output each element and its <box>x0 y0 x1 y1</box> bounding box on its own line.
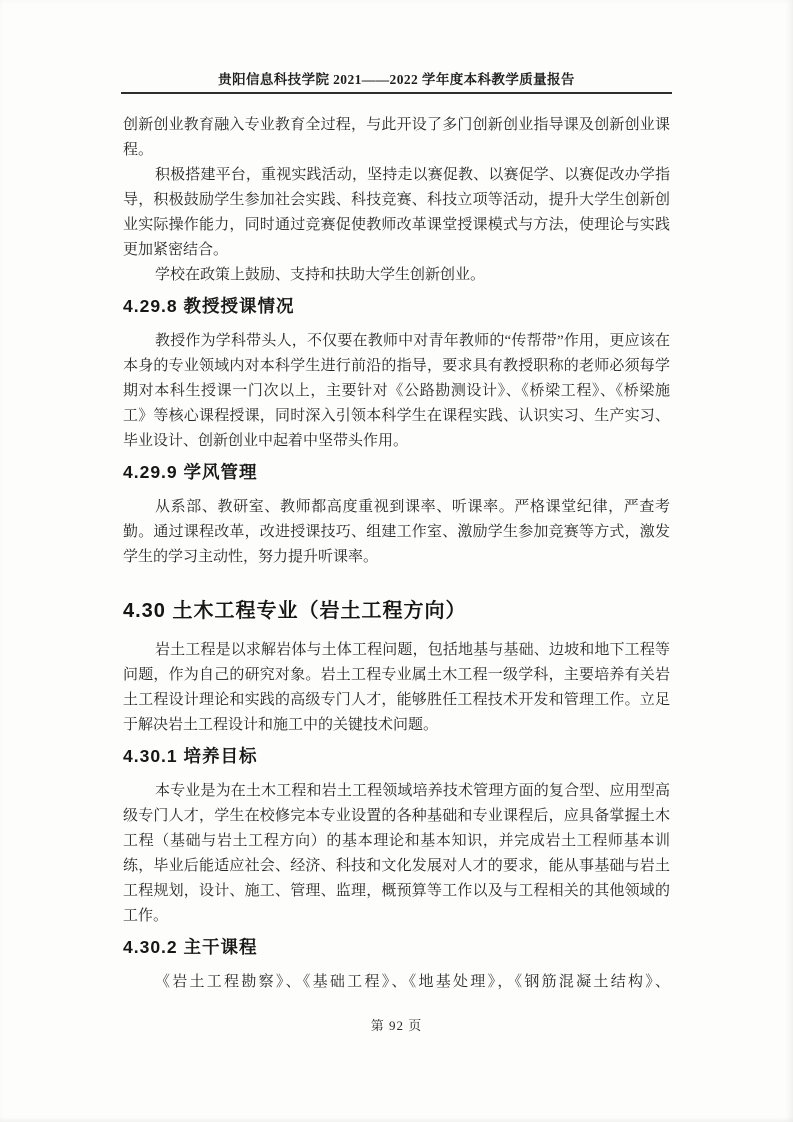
paragraph-innovation-courses-overflow: 创新创业教育融入专业教育全过程，与此开设了多门创新创业指导课及创新创业课程。 <box>123 117 670 158</box>
heading-4-29-8-professor-teaching: 4.29.8 教授授课情况 <box>123 296 295 316</box>
paragraph-training-objectives: 本专业是为在土木工程和岩土工程领域培养技术管理方面的复合型、应用型高级专门人才，学生在校修完本专业设置的各种基础和专业课程后，应具备掌握土木工程（基础与岩土工程方向）的基本理论和基本知识，并完成岩土工程师基本训练，毕业后能适应社会、经济、科技和文化发展对人才的要求，能从事基础与岩土工程规划，设计、施工、管理、监理，概预算等工作以及与工程相关的其他领域的工作。 <box>123 783 670 924</box>
paragraph-study-style: 从系部、教研室、教师都高度重视到课率、听课率。严格课堂纪律，严查考勤。通过课程改革，改进授课技巧、组建工作室、激励学生参加竞赛等方式，激发学生的学习主动性，努力提升听课率。 <box>123 499 670 565</box>
paragraph-geotech-intro: 岩土工程是以求解岩体与土体工程问题，包括地基与基础、边坡和地下工程等问题，作为自己的研究对象。岩土工程专业属土木工程一级学科，主要培养有关岩土工程设计理论和实践的高级专门人才，能够胜任工程技术开发和管理工作。立足于解决岩土工程设计和施工中的关键技术问题。 <box>123 642 670 733</box>
heading-4-30-1-training-objectives: 4.30.1 培养目标 <box>123 746 258 766</box>
heading-4-30-civil-engineering-geotech: 4.30 土木工程专业（岩土工程方向） <box>123 600 467 622</box>
paragraph-policy-support: 学校在政策上鼓励、支持和扶助大学生创新创业。 <box>155 267 486 283</box>
heading-4-30-2-core-courses: 4.30.2 主干课程 <box>123 937 258 957</box>
page-header <box>121 0 672 94</box>
heading-4-29-9-study-style: 4.29.9 学风管理 <box>123 462 258 482</box>
page-footer <box>0 1013 793 1038</box>
paragraph-professor-teaching: 教授作为学科带头人，不仅要在教师中对青年教师的“传帮带”作用，更应该在本身的专业领域内对本科学生进行前沿的指导，要求具有教授职称的老师必须每学期对本科生授课一门次以上，主要针对《公路勘测设计》、《桥梁工程》、《桥梁施工》等核心课程授课，同时深入引领本科学生在课程实践、认识实习、生产实习、毕业设计、创新创业中起着中坚带头作用。 <box>123 333 670 449</box>
running-header-title: 贵阳信息科技学院 2021——2022 学年度本科教学质量报告 <box>218 72 575 87</box>
header-rule-divider <box>121 92 672 94</box>
page-number: 第 92 页 <box>370 1018 423 1033</box>
paragraph-platform-competitions: 积极搭建平台，重视实践活动，坚持走以赛促教、以赛促学、以赛促改办学指导，积极鼓励学生参加社会实践、科技竞赛、科技立项等活动，提升大学生创新创业实际操作能力，同时通过竞赛促使教师改革课堂授课模式与方法，使理论与实践更加紧密结合。 <box>123 167 670 258</box>
paragraph-core-courses-list: 《岩土工程勘察》、《基础工程》、《地基处理》，《钢筋混凝土结构》、 <box>155 974 670 990</box>
document-body <box>123 113 670 995</box>
